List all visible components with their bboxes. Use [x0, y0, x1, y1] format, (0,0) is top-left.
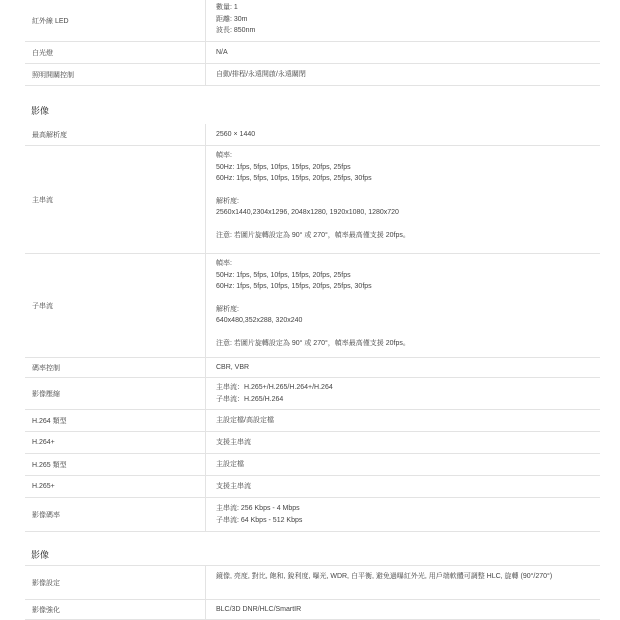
section-title: 影像	[31, 106, 50, 116]
section-title: 影像	[31, 550, 50, 560]
value-line: 幀率:	[216, 260, 232, 267]
spec-label: H.264+	[25, 432, 206, 453]
table-row	[25, 566, 600, 600]
table-row	[25, 476, 600, 498]
table-row	[25, 378, 600, 410]
value-line: 幀率:	[216, 152, 232, 159]
value-line: 50Hz: 1fps, 5fps, 10fps, 15fps, 20fps, 25fps	[216, 163, 351, 171]
spec-value	[206, 254, 600, 357]
spec-label: 影像碼率	[25, 498, 206, 531]
spec-label: 影像設定	[25, 566, 206, 599]
value-line: 支援主串流	[216, 482, 251, 490]
spec-value	[206, 378, 600, 409]
table-row	[25, 432, 600, 454]
table-row	[25, 410, 600, 432]
spec-value	[206, 0, 600, 41]
spec-value	[206, 566, 600, 599]
table-row	[25, 42, 600, 64]
spec-table-video	[25, 124, 600, 532]
value-line: 主串流：H.265+/H.265/H.264+/H.264	[216, 384, 333, 391]
table-row	[25, 454, 600, 476]
spec-value	[206, 498, 600, 531]
value-line: 60Hz: 1fps, 5fps, 10fps, 15fps, 20fps, 25fps, 30fps	[216, 175, 372, 182]
value-line: 鏡像, 亮度, 對比, 飽和, 銳利度, 曝光, WDR, 白平衡, 避免過曝紅外光, 用戶端軟體可調整 HLC, 旋轉 (90°/270°)	[216, 573, 553, 580]
table-row	[25, 358, 600, 378]
value-line: 支援主串流	[216, 438, 251, 446]
value-line: 距離: 30m	[216, 15, 248, 23]
spacer	[216, 293, 600, 304]
spec-value	[206, 600, 600, 619]
spec-label: 子串流	[25, 254, 206, 357]
spec-value	[206, 42, 600, 63]
spec-value	[206, 432, 600, 453]
spec-label: H.265 類型	[25, 454, 206, 475]
table-row	[25, 0, 600, 42]
value-line: 自動/排程/永遠開啟/永遠關閉	[216, 70, 306, 78]
spec-value	[206, 146, 600, 253]
spec-value	[206, 124, 600, 145]
spec-value	[206, 64, 600, 85]
value-line: 波長: 850nm	[216, 27, 256, 34]
spec-label: 影像強化	[25, 600, 206, 619]
value-line: 注意: 若圖片旋轉設定為 90° 或 270°，幀率最高僅支援 20fps。	[216, 231, 410, 239]
table-row	[25, 498, 600, 532]
value-line: 數量: 1	[216, 4, 238, 11]
spec-value	[206, 410, 600, 431]
value-line: 子串流：H.265/H.264	[216, 395, 284, 403]
spec-label: 碼率控制	[25, 358, 206, 377]
value-line: CBR, VBR	[216, 363, 250, 371]
table-row	[25, 600, 600, 620]
spec-label: 紅外線 LED	[25, 0, 206, 41]
value-line: 主設定檔/高設定檔	[216, 416, 274, 424]
spec-label: 主串流	[25, 146, 206, 253]
value-line: 解析度:	[216, 197, 239, 205]
value-line: 640x480,352x288, 320x240	[216, 317, 303, 324]
table-row	[25, 254, 600, 358]
table-row	[25, 124, 600, 146]
value-line: 注意: 若圖片旋轉設定為 90° 或 270°，幀率最高僅支援 20fps。	[216, 339, 410, 347]
spacer	[216, 327, 600, 338]
spec-value	[206, 454, 600, 475]
table-row	[25, 146, 600, 254]
value-line: 60Hz: 1fps, 5fps, 10fps, 15fps, 20fps, 25fps, 30fps	[216, 283, 372, 290]
spec-label: 白光燈	[25, 42, 206, 63]
spec-label: H.264 類型	[25, 410, 206, 431]
spec-label: 影像壓縮	[25, 378, 206, 409]
spec-value	[206, 358, 600, 377]
value-line: 2560 × 1440	[216, 130, 256, 138]
value-line: BLC/3D DNR/HLC/SmartIR	[216, 605, 302, 613]
spec-label: H.265+	[25, 476, 206, 497]
spec-table-image	[25, 565, 600, 620]
spec-table-ir	[25, 0, 600, 86]
spec-value	[206, 476, 600, 497]
value-line: 子串流: 64 Kbps - 512 Kbps	[216, 516, 303, 524]
spacer	[216, 185, 600, 196]
spacer	[216, 219, 600, 230]
spec-label: 最高解析度	[25, 124, 206, 145]
spec-label: 照明開關控制	[25, 64, 206, 85]
value-line: N/A	[216, 48, 228, 56]
table-row	[25, 64, 600, 86]
value-line: 2560x1440,2304x1296, 2048x1280, 1920x1080, 1280x720	[216, 209, 399, 216]
value-line: 解析度:	[216, 305, 239, 313]
value-line: 主串流: 256 Kbps - 4 Mbps	[216, 505, 300, 512]
value-line: 50Hz: 1fps, 5fps, 10fps, 15fps, 20fps, 25fps	[216, 271, 351, 279]
value-line: 主設定檔	[216, 460, 244, 468]
